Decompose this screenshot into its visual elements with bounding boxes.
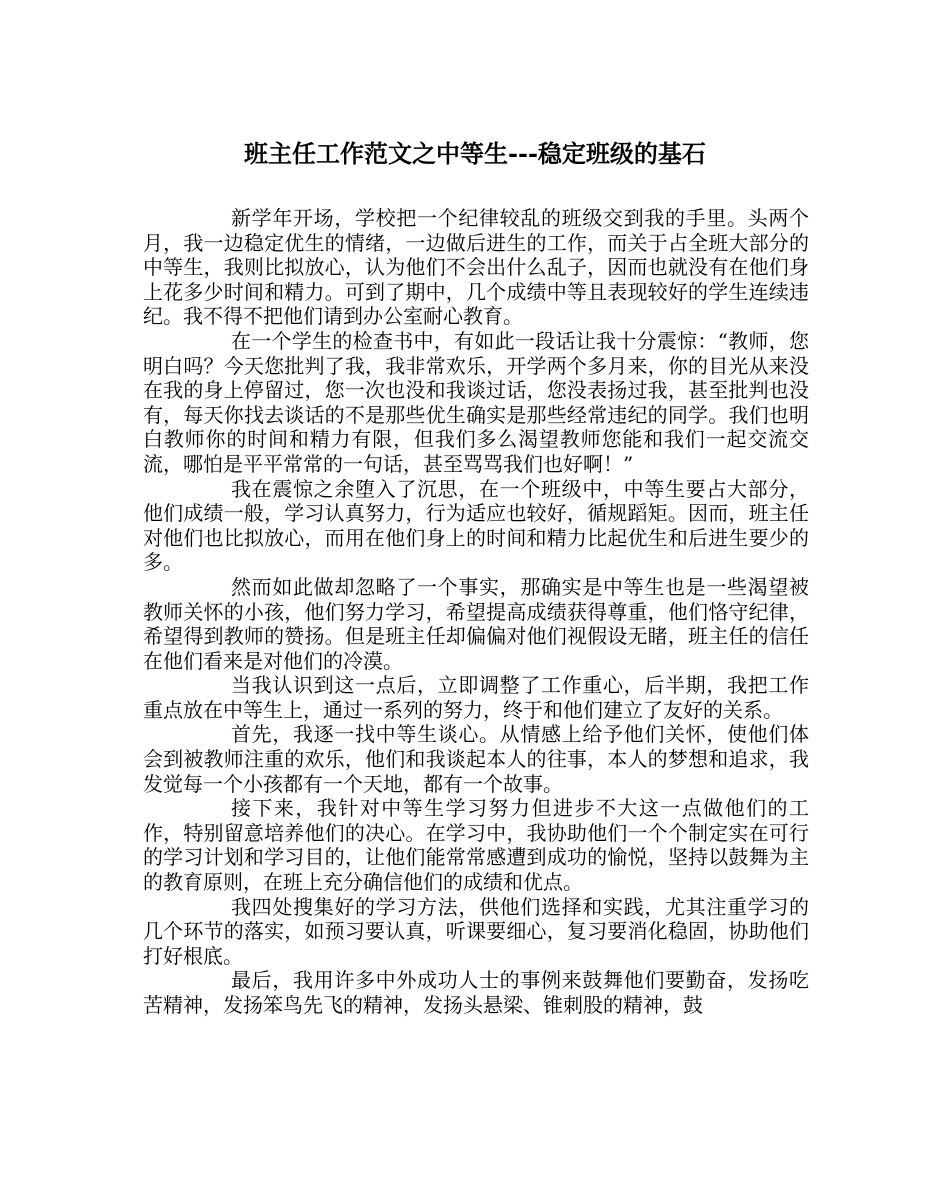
paragraph: 新学年开场，学校把一个纪律较乱的班级交到我的手里。头两个月，我一边稳定优生的情绪，一边做后进生的工作，而关于占全班大部分的中等生，我则比拟放心，认为他们不会出什么乱子，因而也就没有在他们身上花多少时间和精力。可到了期中，几个成绩中等且表现较好的学生连续违纪。我不得不把他们请到办公室耐心教育。 (143, 206, 809, 329)
page-title: 班主任工作范文之中等生---稳定班级的基石 (244, 139, 706, 168)
paragraph: 最后，我用许多中外成功人士的事例来鼓舞他们要勤奋，发扬吃苦精神，发扬笨鸟先飞的精神，发扬头悬梁、锥刺股的精神，鼓 (143, 968, 809, 1017)
document-body (143, 206, 809, 1018)
paragraph: 当我认识到这一点后，立即调整了工作重心，后半期，我把工作重点放在中等生上，通过一系列的努力，终于和他们建立了友好的关系。 (143, 673, 809, 722)
paragraph: 我四处搜集好的学习方法，供他们选择和实践，尤其注重学习的几个环节的落实，如预习要认真，听课要细心，复习要消化稳固，协助他们打好根底。 (143, 894, 809, 968)
paragraph: 首先，我逐一找中等生谈心。从情感上给予他们关怀，使他们体会到被教师注重的欢乐，他们和我谈起本人的往事，本人的梦想和追求，我发觉每一个小孩都有一个天地，都有一个故事。 (143, 722, 809, 796)
paragraph: 然而如此做却忽略了一个事实，那确实是中等生也是一些渴望被教师关怀的小孩，他们努力学习，希望提高成绩获得尊重，他们恪守纪律，希望得到教师的赞扬。但是班主任却偏偏对他们视假设无睹，班主任的信任在他们看来是对他们的冷漠。 (143, 574, 809, 673)
paragraph: 我在震惊之余堕入了沉思，在一个班级中，中等生要占大部分，他们成绩一般，学习认真努力，行为适应也较好，循规蹈矩。因而，班主任对他们也比拟放心，而用在他们身上的时间和精力比起优生和后进生要少的多。 (143, 476, 809, 575)
paragraph: 在一个学生的检查书中，有如此一段话让我十分震惊：“教师，您明白吗？今天您批判了我，我非常欢乐，开学两个多月来，你的目光从来没在我的身上停留过，您一次也没和我谈过话，您没表扬过我，甚至批判也没有，每天你找去谈话的不是那些优生确实是那些经常违纪的同学。我们也明白教师你的时间和精力有限，但我们多么渴望教师您能和我们一起交流交流，哪怕是平平常常的一句话，甚至骂骂我们也好啊！” (143, 328, 809, 476)
paragraph: 接下来，我针对中等生学习努力但进步不大这一点做他们的工作，特别留意培养他们的决心。在学习中，我协助他们一个个制定实在可行的学习计划和学习目的，让他们能常常感遭到成功的愉悦，坚持以鼓舞为主的教育原则，在班上充分确信他们的成绩和优点。 (143, 796, 809, 895)
